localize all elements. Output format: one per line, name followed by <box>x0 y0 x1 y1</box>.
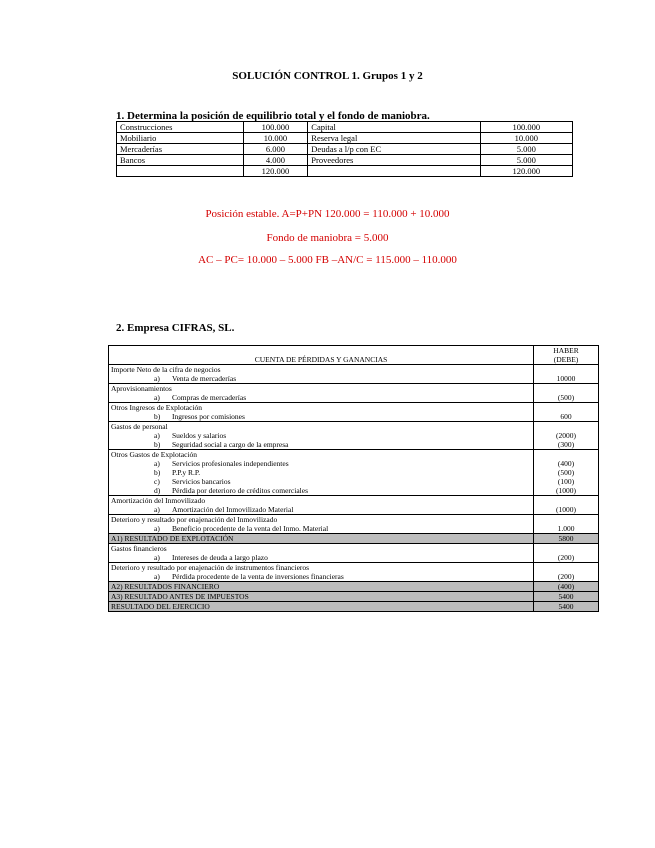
liability-value: 5.000 <box>480 155 572 166</box>
balance-row <box>117 155 573 166</box>
row-amount <box>534 450 599 460</box>
asset-value: 4.000 <box>243 155 308 166</box>
row-letter: a) <box>154 431 160 440</box>
row-text: Ingresos por comisiones <box>172 412 245 421</box>
row-text: Pérdida por deterioro de créditos comerciales <box>172 486 308 495</box>
statement-row <box>109 553 599 563</box>
row-amount <box>534 422 599 432</box>
statement-row <box>109 384 599 394</box>
statement-row <box>109 440 599 450</box>
income-statement-header <box>109 346 599 365</box>
row-amount: (200) <box>534 553 599 563</box>
statement-row <box>109 422 599 432</box>
row-text: Sueldos y salarios <box>172 431 227 440</box>
statement-row <box>109 563 599 573</box>
balance-table <box>116 121 573 177</box>
liability-name: Reserva legal <box>308 133 480 144</box>
liability-value: 10.000 <box>480 133 572 144</box>
row-amount: (1000) <box>534 486 599 496</box>
header-amount <box>534 346 599 365</box>
statement-row <box>109 374 599 384</box>
statement-row <box>109 515 599 525</box>
row-amount: 600 <box>534 412 599 422</box>
row-text: Servicios bancarios <box>172 477 231 486</box>
row-letter: b) <box>154 440 161 449</box>
row-label: Aprovisionamientos <box>109 384 534 394</box>
row-label <box>109 374 534 384</box>
row-text: Amortización del Inmovilizado Material <box>172 505 294 514</box>
liability-name <box>308 166 480 177</box>
statement-row <box>109 403 599 413</box>
statement-row <box>109 505 599 515</box>
total-row <box>109 582 599 592</box>
total-row <box>109 592 599 602</box>
statement-row <box>109 450 599 460</box>
row-amount: (1000) <box>534 505 599 515</box>
income-statement-table <box>108 345 599 612</box>
row-label <box>109 468 534 477</box>
liability-value: 120.000 <box>480 166 572 177</box>
row-label <box>109 393 534 403</box>
asset-name: Construcciones <box>117 122 244 133</box>
row-text: P.P.y R.P. <box>172 468 201 477</box>
balance-row <box>117 166 573 177</box>
row-label <box>109 459 534 468</box>
statement-row <box>109 393 599 403</box>
row-amount: (500) <box>534 468 599 477</box>
row-amount <box>534 365 599 375</box>
asset-name <box>117 166 244 177</box>
row-label <box>109 572 534 582</box>
asset-value: 100.000 <box>243 122 308 133</box>
statement-row <box>109 431 599 440</box>
row-letter: b) <box>154 412 161 421</box>
balance-row <box>117 122 573 133</box>
row-label: Otros Gastos de Explotación <box>109 450 534 460</box>
asset-value: 10.000 <box>243 133 308 144</box>
row-letter: a) <box>154 374 160 383</box>
header-account-title: CUENTA DE PÉRDIDAS Y GANANCIAS <box>109 346 534 365</box>
row-label: Gastos financieros <box>109 544 534 554</box>
row-label: RESULTADO DEL EJERCICIO <box>109 602 534 612</box>
row-text: Seguridad social a cargo de la empresa <box>172 440 289 449</box>
row-label <box>109 431 534 440</box>
row-amount <box>534 544 599 554</box>
asset-value: 120.000 <box>243 166 308 177</box>
row-letter: c) <box>154 477 160 486</box>
row-text: Beneficio procedente de la venta del Inmo. Material <box>172 524 329 533</box>
liability-name: Proveedores <box>308 155 480 166</box>
row-label: Deterioro y resultado por enajenación de instrumentos financieros <box>109 563 534 573</box>
total-row <box>109 534 599 544</box>
row-amount <box>534 496 599 506</box>
row-amount: (400) <box>534 582 599 592</box>
working-capital-formula: AC – PC= 10.000 – 5.000 FB –AN/C = 115.000 – 110.000 <box>198 254 457 266</box>
statement-row <box>109 496 599 506</box>
row-label: Otros Ingresos de Explotación <box>109 403 534 413</box>
header-haber: HABER <box>553 346 579 355</box>
row-letter: b) <box>154 468 161 477</box>
row-amount: 1.000 <box>534 524 599 534</box>
statement-row <box>109 412 599 422</box>
row-label: A2) RESULTADOS FINANCIERO <box>109 582 534 592</box>
asset-name: Mobiliario <box>117 133 244 144</box>
row-label: Gastos de personal <box>109 422 534 432</box>
row-amount: (500) <box>534 393 599 403</box>
document-title: SOLUCIÓN CONTROL 1. Grupos 1 y 2 <box>232 70 423 82</box>
liability-value: 5.000 <box>480 144 572 155</box>
row-text: Compras de mercaderías <box>172 393 247 402</box>
row-label <box>109 412 534 422</box>
row-label <box>109 477 534 486</box>
row-amount <box>534 384 599 394</box>
row-amount: (2000) <box>534 431 599 440</box>
asset-value: 6.000 <box>243 144 308 155</box>
row-amount: (400) <box>534 459 599 468</box>
row-label: Amortización del Inmovilizado <box>109 496 534 506</box>
row-text: Servicios profesionales independientes <box>172 459 289 468</box>
row-letter: d) <box>154 486 161 495</box>
row-label <box>109 505 534 515</box>
statement-row <box>109 459 599 468</box>
statement-row <box>109 544 599 554</box>
row-amount <box>534 563 599 573</box>
row-label <box>109 440 534 450</box>
liability-name: Capital <box>308 122 480 133</box>
row-letter: a) <box>154 524 160 533</box>
statement-row <box>109 486 599 496</box>
row-label <box>109 553 534 563</box>
statement-row <box>109 524 599 534</box>
row-letter: a) <box>154 505 160 514</box>
statement-row <box>109 468 599 477</box>
working-capital-line: Fondo de maniobra = 5.000 <box>266 232 389 244</box>
row-label <box>109 486 534 496</box>
row-label <box>109 524 534 534</box>
row-text: Venta de mercaderías <box>172 374 237 383</box>
row-label: A1) RESULTADO DE EXPLOTACIÓN <box>109 534 534 544</box>
row-letter: a) <box>154 572 160 581</box>
header-debe: (DEBE) <box>553 355 579 364</box>
row-amount: (300) <box>534 440 599 450</box>
statement-row <box>109 572 599 582</box>
balance-row <box>117 144 573 155</box>
row-label: Importe Neto de la cifra de negocios <box>109 365 534 375</box>
balance-row <box>117 133 573 144</box>
total-row <box>109 602 599 612</box>
row-letter: a) <box>154 393 160 402</box>
row-amount <box>534 403 599 413</box>
row-amount <box>534 515 599 525</box>
statement-row <box>109 365 599 375</box>
row-label: A3) RESULTADO ANTES DE IMPUESTOS <box>109 592 534 602</box>
row-letter: a) <box>154 553 160 562</box>
liability-name: Deudas a l/p con EC <box>308 144 480 155</box>
row-amount: 10000 <box>534 374 599 384</box>
section2-title: 2. Empresa CIFRAS, SL. <box>116 322 235 334</box>
row-amount: 5400 <box>534 592 599 602</box>
row-amount: 5400 <box>534 602 599 612</box>
row-amount: 5800 <box>534 534 599 544</box>
row-letter: a) <box>154 459 160 468</box>
asset-name: Mercaderías <box>117 144 244 155</box>
row-label: Deterioro y resultado por enajenación del Inmovilizado <box>109 515 534 525</box>
liability-value: 100.000 <box>480 122 572 133</box>
row-amount: (100) <box>534 477 599 486</box>
asset-name: Bancos <box>117 155 244 166</box>
equilibrium-line: Posición estable. A=P+PN 120.000 = 110.000 + 10.000 <box>205 208 450 220</box>
statement-row <box>109 477 599 486</box>
row-text: Intereses de deuda a largo plazo <box>172 553 268 562</box>
row-text: Pérdida procedente de la venta de inversiones financieras <box>172 572 344 581</box>
row-amount: (200) <box>534 572 599 582</box>
section1-title: 1. Determina la posición de equilibrio total y el fondo de maniobra. <box>116 110 430 122</box>
